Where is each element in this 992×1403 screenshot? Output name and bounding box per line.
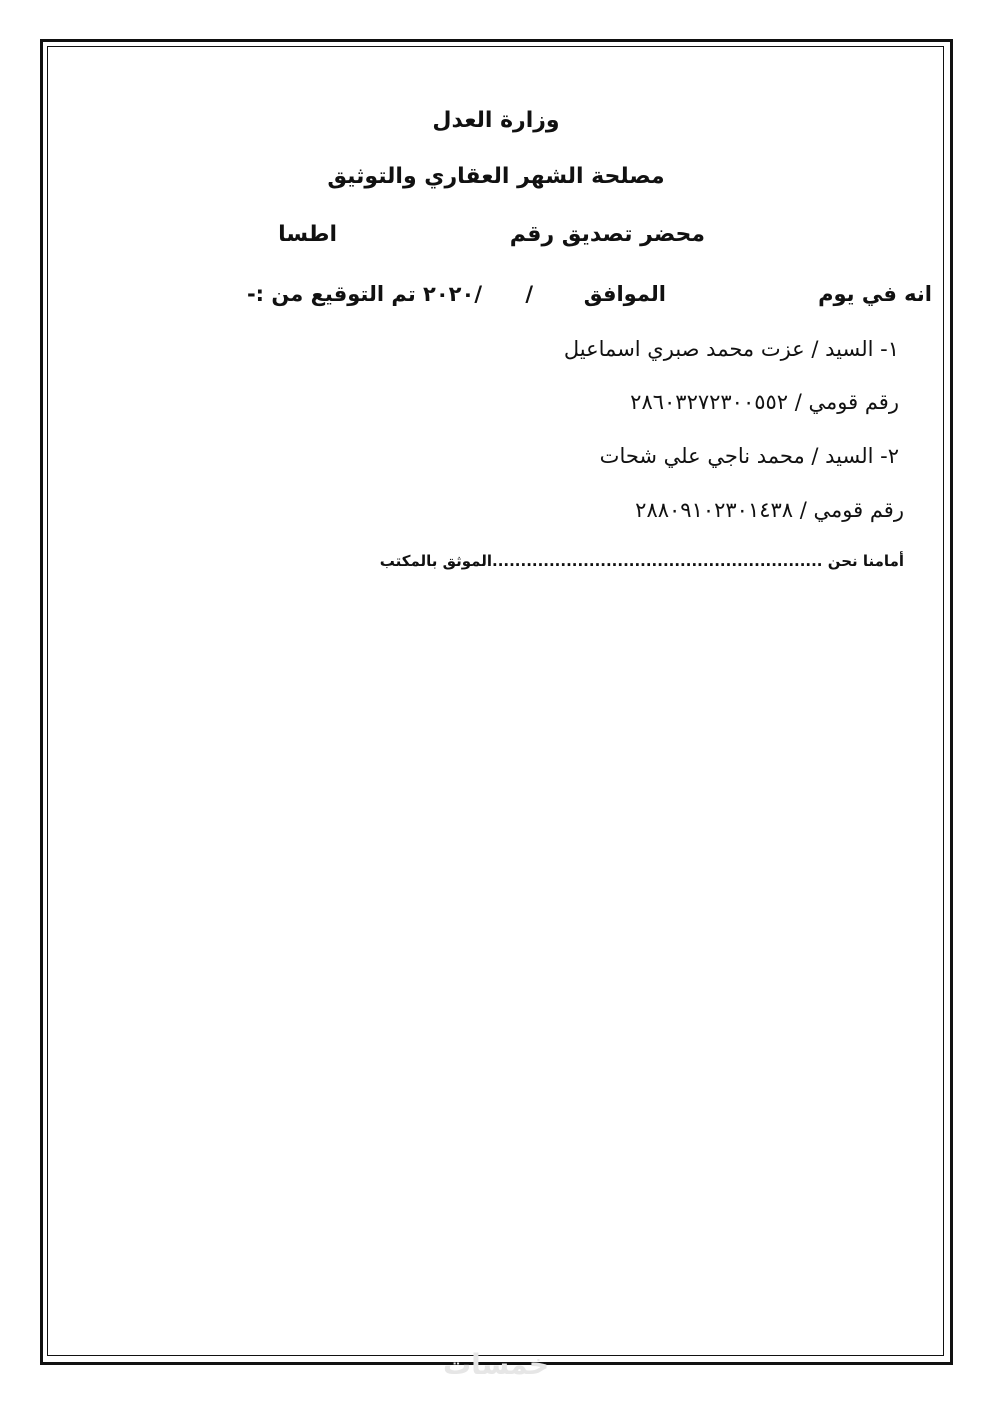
notary-line: أمامنا نحن ..........................................................الموثق بالمكتب bbox=[379, 552, 904, 570]
record-number-label: محضر تصديق رقم bbox=[509, 222, 705, 247]
date-corresponding-label: الموافق bbox=[583, 282, 666, 306]
signatory-2-national-id: رقم قومي / ٢٨٨٠٩١٠٢٣٠١٤٣٨ bbox=[635, 498, 904, 522]
signatory-1-name: ١- السيد / عزت محمد صبري اسماعيل bbox=[563, 337, 899, 361]
ministry-title: وزارة العدل bbox=[432, 108, 560, 133]
watermark: خمسات bbox=[442, 1348, 550, 1381]
signatory-1-national-id: رقم قومي / ٢٨٦٠٣٢٧٢٣٠٠٥٥٢ bbox=[630, 390, 899, 414]
signatory-2-name: ٢- السيد / محمد ناجي علي شحات bbox=[599, 444, 899, 468]
page-border-inner bbox=[47, 46, 944, 1356]
record-office: اطسا bbox=[278, 222, 337, 247]
date-day-label: انه في يوم bbox=[818, 282, 932, 306]
authority-title: مصلحة الشهر العقاري والتوثيق bbox=[327, 164, 665, 189]
date-slash: / bbox=[525, 282, 533, 306]
date-signed-by: /٢٠٢٠ تم التوقيع من :- bbox=[246, 282, 482, 306]
